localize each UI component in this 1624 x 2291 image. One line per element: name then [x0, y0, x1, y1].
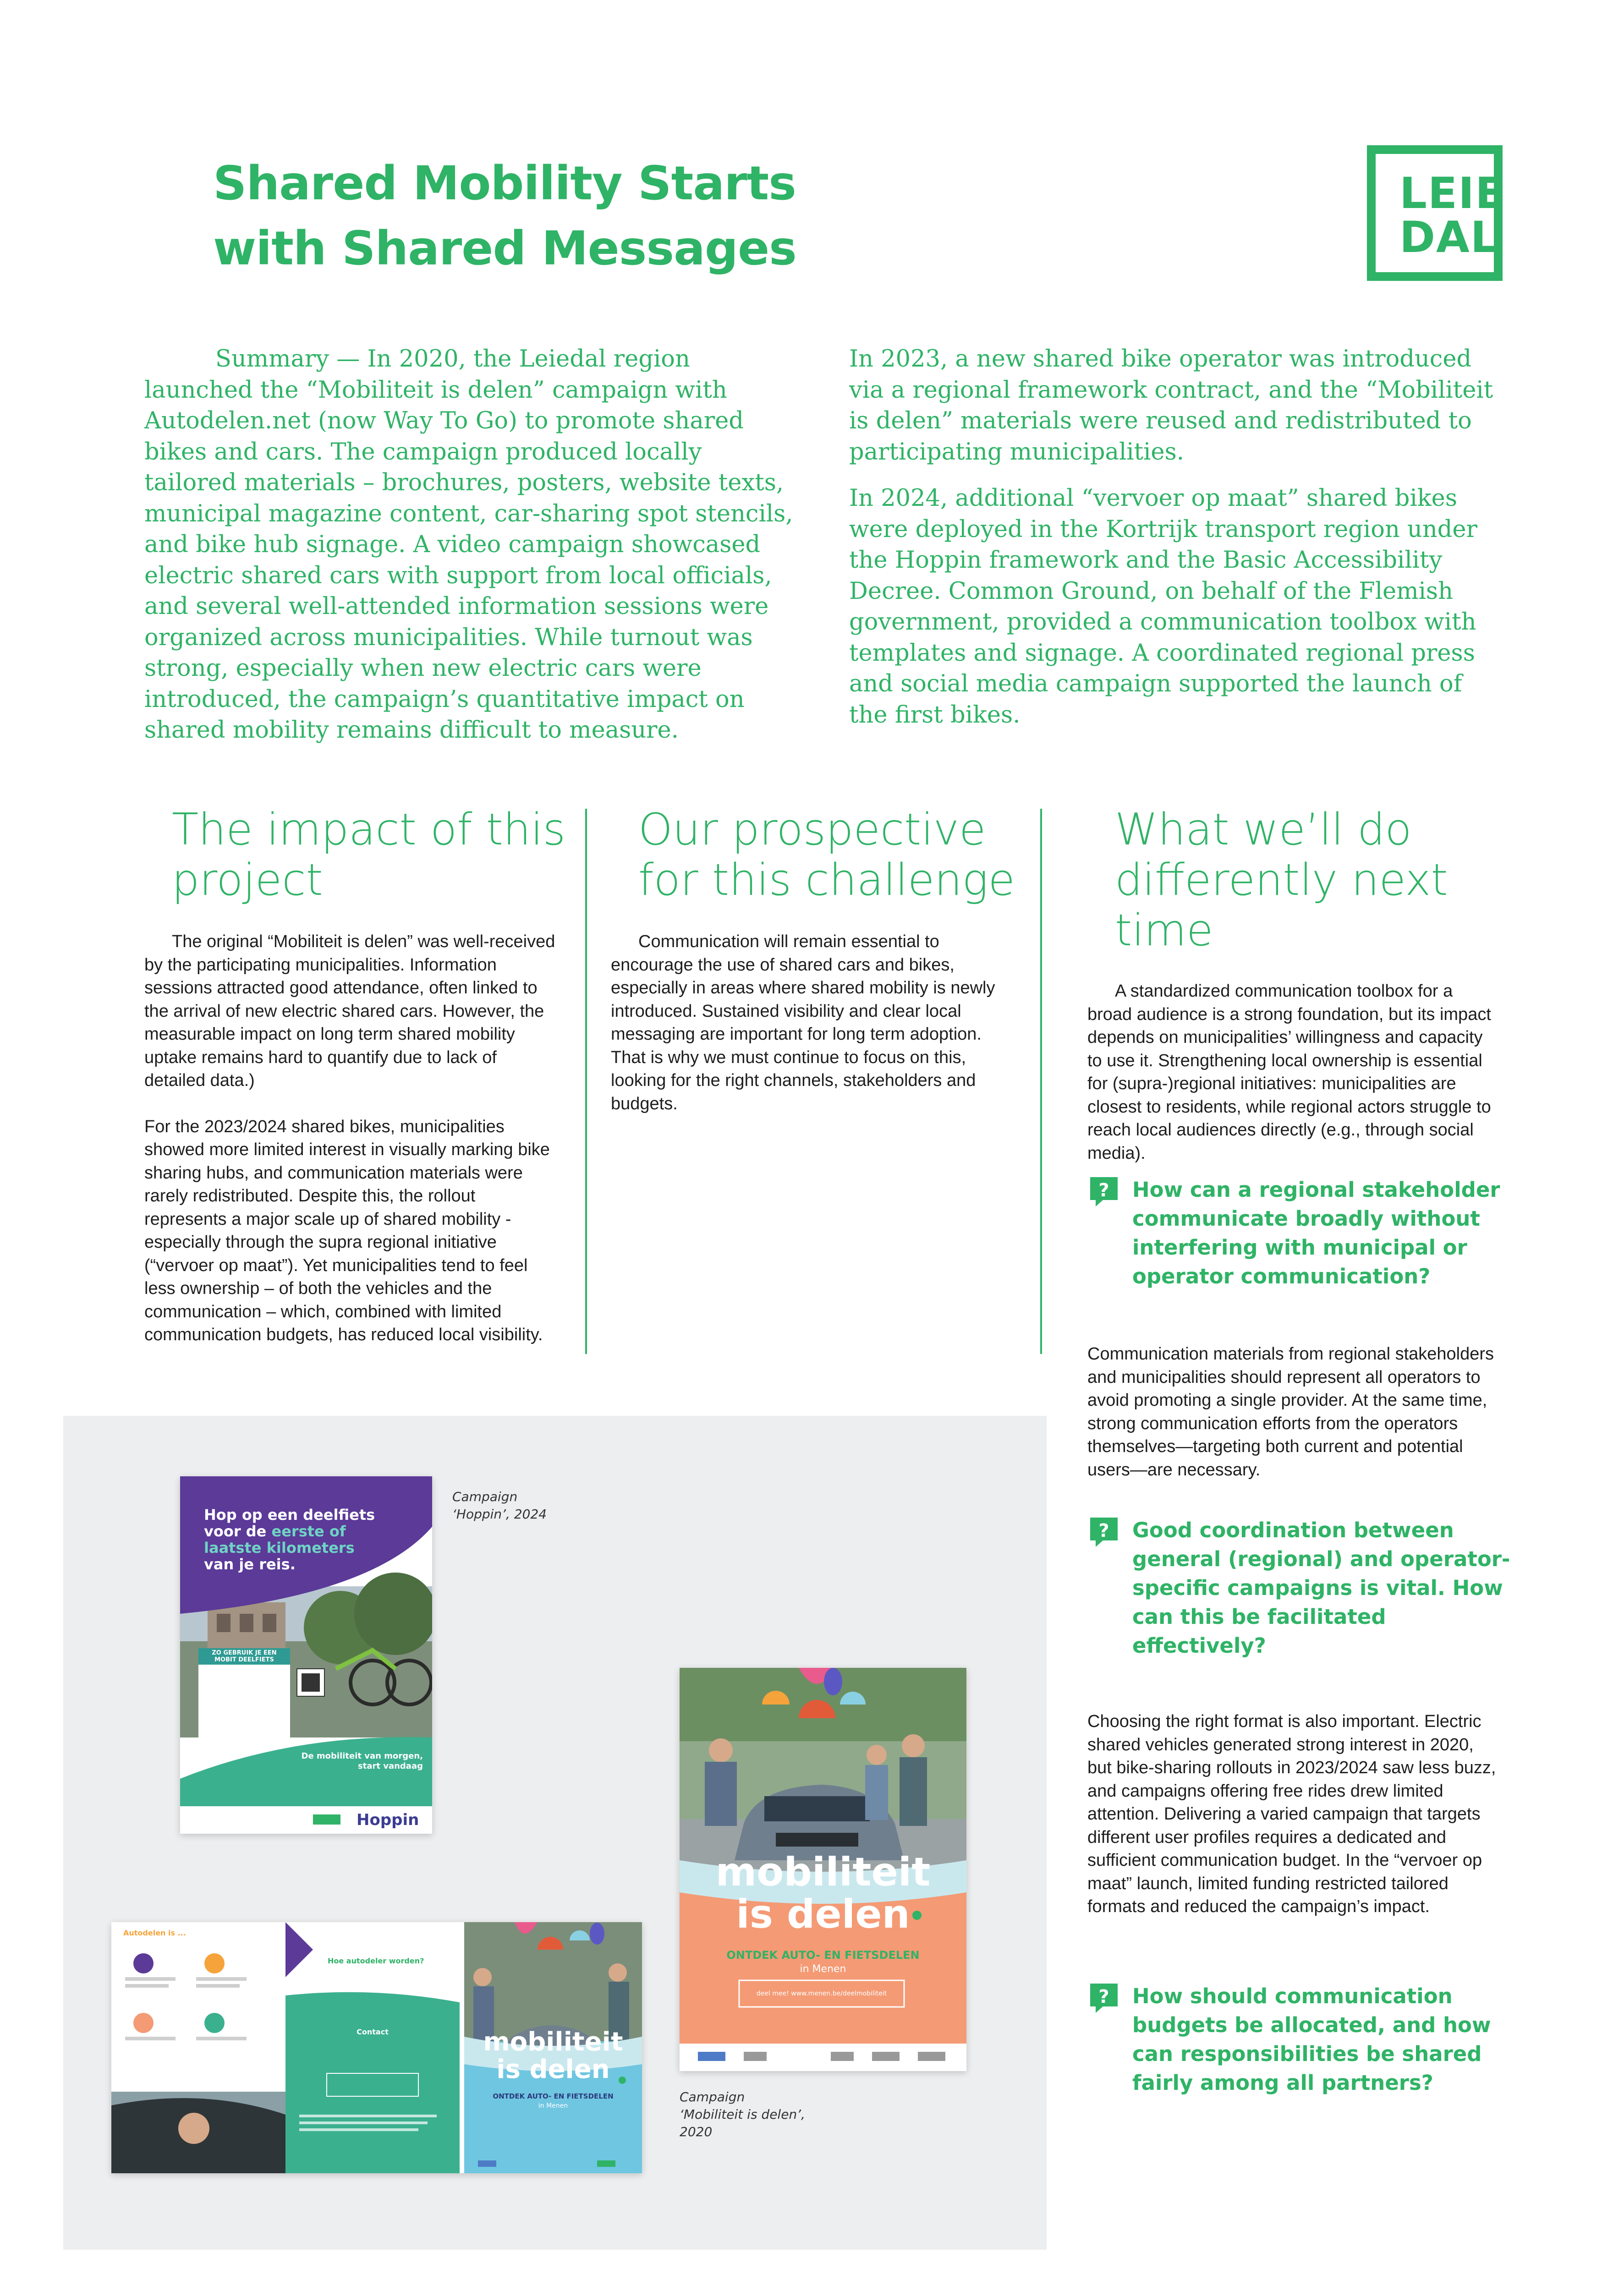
- mobiliteit-poster-title: [680, 1851, 966, 1935]
- hoppin-tagline-2: start vandaag: [358, 1761, 423, 1771]
- caption-mobiliteit-line-1: Campaign: [680, 2089, 745, 2105]
- question-2-text: Good coordination between general (regional) and operator-specific campaigns is vital. How can this be facilitated effectively?: [1132, 1518, 1510, 1658]
- brochure-panel1-title: Autodelen is ...: [123, 1929, 186, 1937]
- prospective-paragraph-2: That is why we must continue to focus on this, looking for the right channels, stakeholders and budgets.: [611, 1047, 976, 1113]
- brochure-cover-title-1: mobiliteit: [483, 2027, 623, 2057]
- hoppin-howto-2: MOBIT DEELFIETS: [214, 1656, 274, 1663]
- hoppin-headline-2b: eerste of: [271, 1523, 346, 1540]
- next-time-text-3: Choosing the right format is also important. Electric shared vehicles generated strong interest in 2020, but bike-sharing rollouts in 2023/2024 saw less buzz, and campaigns offering free rides drew limited attention. Delivering a varied campaign that targets different user profiles requires a dedicated and sufficient communication budget. In the “vervoer op maat” launch, limited funding restricted tailored formats and reduced the campaign’s impact.: [1087, 1712, 1496, 1916]
- brochure-cover-title: [464, 2028, 642, 2083]
- hoppin-tagline: [299, 1751, 423, 1771]
- brochure-cover-subtitle: ONTDEK AUTO- EN FIETSDELEN: [493, 2092, 614, 2100]
- brochure-contact: Contact: [357, 2028, 389, 2036]
- brochure-cover-place: in Menen: [538, 2102, 568, 2110]
- hoppin-howto-title: [200, 1650, 288, 1663]
- svg-text:?: ?: [1098, 1986, 1109, 2007]
- mobiliteit-poster-title-1: mobiliteit: [715, 1849, 931, 1895]
- question-1-text: How can a regional stakeholder communicate broadly without interfering with municipal or operator communication?: [1132, 1178, 1500, 1288]
- hoppin-brand: Hoppin: [357, 1811, 419, 1829]
- summary-paragraph-2023: In 2023, a new shared bike operator was introduced via a regional framework contract, and the “Mobiliteit is delen” materials were reused and redistributed to participating municipalities.: [849, 345, 1493, 466]
- summary-paragraph: Summary — In 2020, the Leiedal region launched the “Mobiliteit is delen” campaign with Autodelen.net (now Way To Go) to promote shared bikes and cars. The campaign produced locally tailored materials – brochures, posters, website texts, municipal magazine content, car-sharing spot stencils, and bike hub signage. A video campaign showcased electric shared cars with support from local officials, and several well-attended information sessions were organized across municipalities. While turnout was strong, especially when new electric cars were introduced, the campaign’s quantitative impact on shared mobility remains difficult to measure.: [144, 345, 793, 744]
- column-divider-1: [585, 809, 587, 1354]
- next-time-text-1: A standardized communication toolbox for a broad audience is a strong foundation, but its impact depends on municipalities’ willingness and capacity to use it. Strengthening local ownership is essential for (supra-)regional initiatives: municipalities are closest to residents, while regional actors struggle to reach local audiences directly (e.g., through social media).: [1087, 981, 1491, 1163]
- impact-body: [144, 930, 557, 1347]
- question-mark-icon: [1090, 1518, 1118, 1547]
- hoppin-poster: [180, 1476, 432, 1834]
- mobiliteit-brochure: [111, 1922, 642, 2173]
- next-time-paragraph-3: [1087, 1710, 1500, 1918]
- question-3-text: How should communication budgets be allocated, and how can responsibilities be shared fairly among all partners?: [1132, 1984, 1491, 2095]
- next-time-paragraph-2: [1087, 1343, 1500, 1481]
- question-mark-icon: [1090, 1984, 1118, 2013]
- mobiliteit-poster: [680, 1668, 966, 2071]
- question-mark-icon: [1090, 1177, 1118, 1206]
- caption-hoppin: [452, 1488, 547, 1523]
- brochure-cover-title-2: is delen: [496, 2055, 610, 2084]
- prospective-paragraph-1: Communication will remain essential to encourage the use of shared cars and bikes, especially in areas where shared mobility is newly introduced. Sustained visibility and clear local messaging are important for long term adoption.: [611, 932, 995, 1044]
- hoppin-headline: [204, 1507, 396, 1573]
- title-line-1: Shared Mobility Starts: [213, 156, 796, 211]
- hoppin-headline-4: van je reis.: [204, 1556, 296, 1573]
- caption-hoppin-line-2: ‘Hoppin’, 2024: [452, 1507, 547, 1522]
- hoppin-howto-1: ZO GEBRUIK JE EEN: [212, 1650, 277, 1656]
- mobiliteit-poster-cta: deel mee! www.menen.be/deelmobiliteit: [756, 1990, 887, 1997]
- prospective-heading: Our prospective for this challenge: [638, 805, 1015, 905]
- hoppin-tagline-1: De mobiliteit van morgen,: [301, 1751, 423, 1761]
- logo-line-2: DAL: [1399, 213, 1499, 263]
- title-line-2: with Shared Messages: [213, 221, 796, 276]
- summary-column-2: [849, 344, 1500, 746]
- next-time-text-2: Communication materials from regional stakeholders and municipalities should represent all operators to avoid promoting a single provider. At the same time, strong communication efforts from the operators themselves—targeting both current and potential users—are necessary.: [1087, 1344, 1494, 1480]
- impact-paragraph-2: For the 2023/2024 shared bikes, municipalities showed more limited interest in visually marking bike sharing hubs, and communication materials were rarely redistributed. Despite this, the rollout represents a major scale up of shared mobility - especially through the supra regional initiative (“vervoer op maat”). Yet municipalities tend to feel less ownership – of both the vehicles and the communication – which, combined with limited communication budgets, has reduced local visibility.: [144, 1117, 550, 1344]
- mobiliteit-poster-place: in Menen: [800, 1963, 846, 1975]
- impact-paragraph-1: The original “Mobiliteit is delen” was well-received by the participating municipalities. Information sessions attracted good attendance, often linked to the arrival of new electric shared cars. However, the measurable impact on long term shared mobility uptake remains hard to quantify due to lack of detailed data.): [144, 932, 555, 1090]
- hoppin-headline-2a: voor de: [204, 1523, 272, 1540]
- caption-mobiliteit: [680, 2088, 805, 2141]
- caption-mobiliteit-line-2: ‘Mobiliteit is delen’,: [680, 2107, 805, 2122]
- mobiliteit-poster-subtitle: ONTDEK AUTO- EN FIETSDELEN: [726, 1949, 920, 1962]
- prospective-body: [611, 930, 1023, 1115]
- brochure-panel2-title: Hoe autodeler worden?: [328, 1957, 424, 1965]
- leiedal-logo: [1367, 145, 1506, 281]
- impact-heading: The impact of this project: [172, 805, 566, 905]
- hoppin-headline-3: laatste kilometers: [204, 1539, 355, 1557]
- caption-hoppin-line-1: Campaign: [452, 1489, 518, 1504]
- column-divider-2: [1040, 809, 1042, 1354]
- summary-paragraph-2024: In 2024, additional “vervoer op maat” shared bikes were deployed in the Kortrijk transport region under the Hoppin framework and the Basic Accessibility Decree. Common Ground, on behalf of the Flemish government, provided a communication toolbox with templates and signage. A coordinated regional press and social media campaign supported the launch of the first bikes.: [849, 485, 1477, 729]
- next-time-paragraph-1: [1087, 980, 1500, 1165]
- hoppin-headline-1: Hop op een deelfiets: [204, 1506, 375, 1524]
- page-title: [213, 151, 946, 281]
- mobiliteit-poster-title-2: is delen: [736, 1891, 910, 1937]
- summary-column-1: [144, 344, 795, 762]
- caption-mobiliteit-line-3: 2020: [680, 2124, 713, 2139]
- svg-text:?: ?: [1098, 1520, 1109, 1541]
- next-time-heading: What we’ll do differently next time: [1115, 805, 1448, 956]
- svg-text:?: ?: [1098, 1180, 1109, 1201]
- logo-line-1: LEIE: [1399, 169, 1506, 219]
